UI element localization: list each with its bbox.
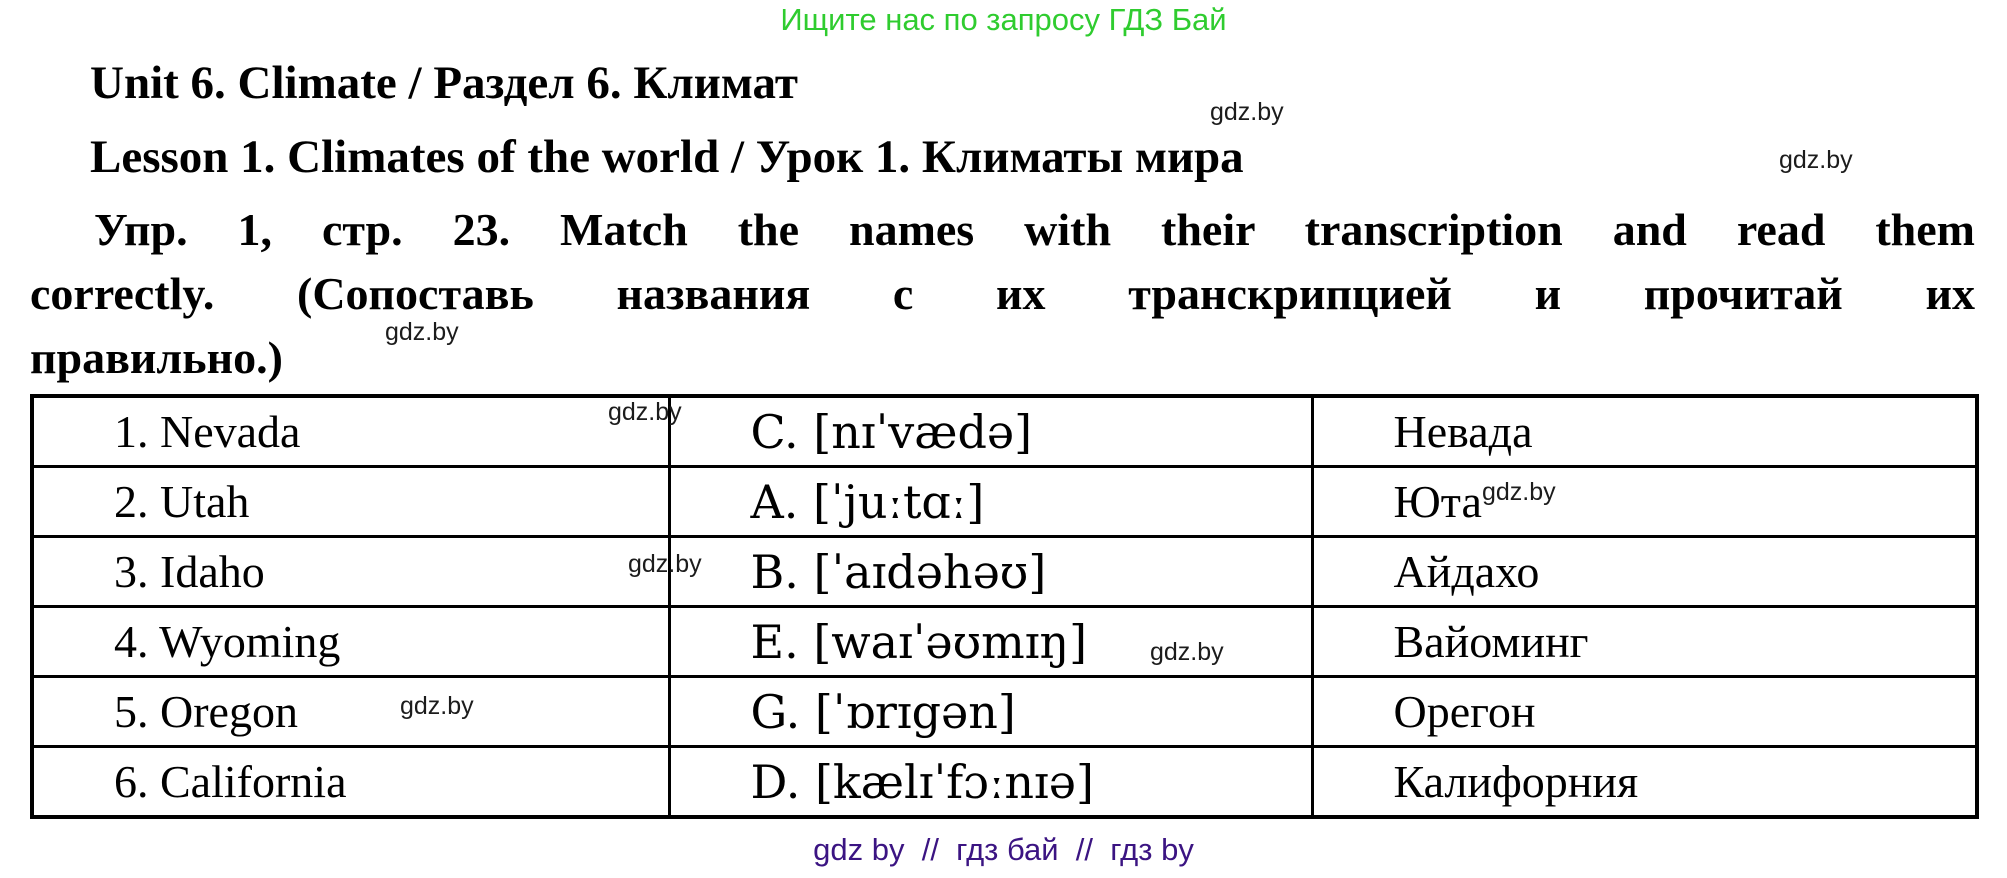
cell-transcription: A. [ˈjuːtɑː]: [669, 467, 1312, 537]
task-line-3: правильно.): [30, 332, 283, 383]
gdz-watermark: gdz.by: [400, 692, 474, 720]
table-row: [32, 607, 1977, 677]
cell-russian: Калифорния: [1312, 747, 1977, 818]
cell-russian: Невада: [1312, 396, 1977, 467]
heading-unit: Unit 6. Climate / Раздел 6. Климат: [90, 57, 798, 109]
cell-russian: Юта: [1312, 467, 1977, 537]
document-content: [30, 44, 1975, 819]
gdz-watermark: gdz.by: [1150, 638, 1224, 666]
task-line-2: correctly. (Сопоставь названия с их транскрипцией и прочитай их: [30, 268, 1975, 319]
cell-name: 4. Wyoming: [32, 607, 669, 677]
table-row: [32, 537, 1977, 607]
cell-russian: Айдахо: [1312, 537, 1977, 607]
cell-name: 2. Utah: [32, 467, 669, 537]
cell-transcription: E. [waɪˈəʊmɪŋ]: [669, 607, 1312, 677]
gdz-watermark: gdz.by: [1482, 478, 1556, 506]
footer-text: gdz by // гдз бай // гдз by: [813, 832, 1194, 867]
promo-banner: Ищите нас по запросу ГДЗ Бай: [780, 2, 1227, 37]
gdz-watermark: gdz.by: [385, 318, 459, 346]
gdz-watermark: gdz.by: [1210, 98, 1284, 126]
match-table: [30, 394, 1979, 819]
cell-russian: Орегон: [1312, 677, 1977, 747]
cell-russian: Вайоминг: [1312, 607, 1977, 677]
cell-transcription: C. [nɪˈvædə]: [669, 396, 1312, 467]
cell-name: 5. Oregon: [32, 677, 669, 747]
gdz-watermark: gdz.by: [608, 398, 682, 426]
cell-name: 3. Idaho: [32, 537, 669, 607]
cell-transcription: D. [kælɪˈfɔːnɪə]: [669, 747, 1312, 818]
cell-transcription: G. [ˈɒrɪgən]: [669, 677, 1312, 747]
task-line-1: Упр. 1, стр. 23. Match the names with their transcription and read them: [94, 204, 1975, 255]
task-paragraph: [30, 198, 1975, 390]
table-row: [32, 467, 1977, 537]
cell-transcription: B. [ˈaɪdəhəʊ]: [669, 537, 1312, 607]
table-row: [32, 747, 1977, 818]
heading-lesson: Lesson 1. Climates of the world / Урок 1. Климаты мира: [90, 131, 1244, 183]
gdz-watermark: gdz.by: [1779, 146, 1853, 174]
table-row: [32, 396, 1977, 467]
table-row: [32, 677, 1977, 747]
cell-name: 6. California: [32, 747, 669, 818]
cell-name: 1. Nevada: [32, 396, 669, 467]
gdz-watermark: gdz.by: [628, 550, 702, 578]
